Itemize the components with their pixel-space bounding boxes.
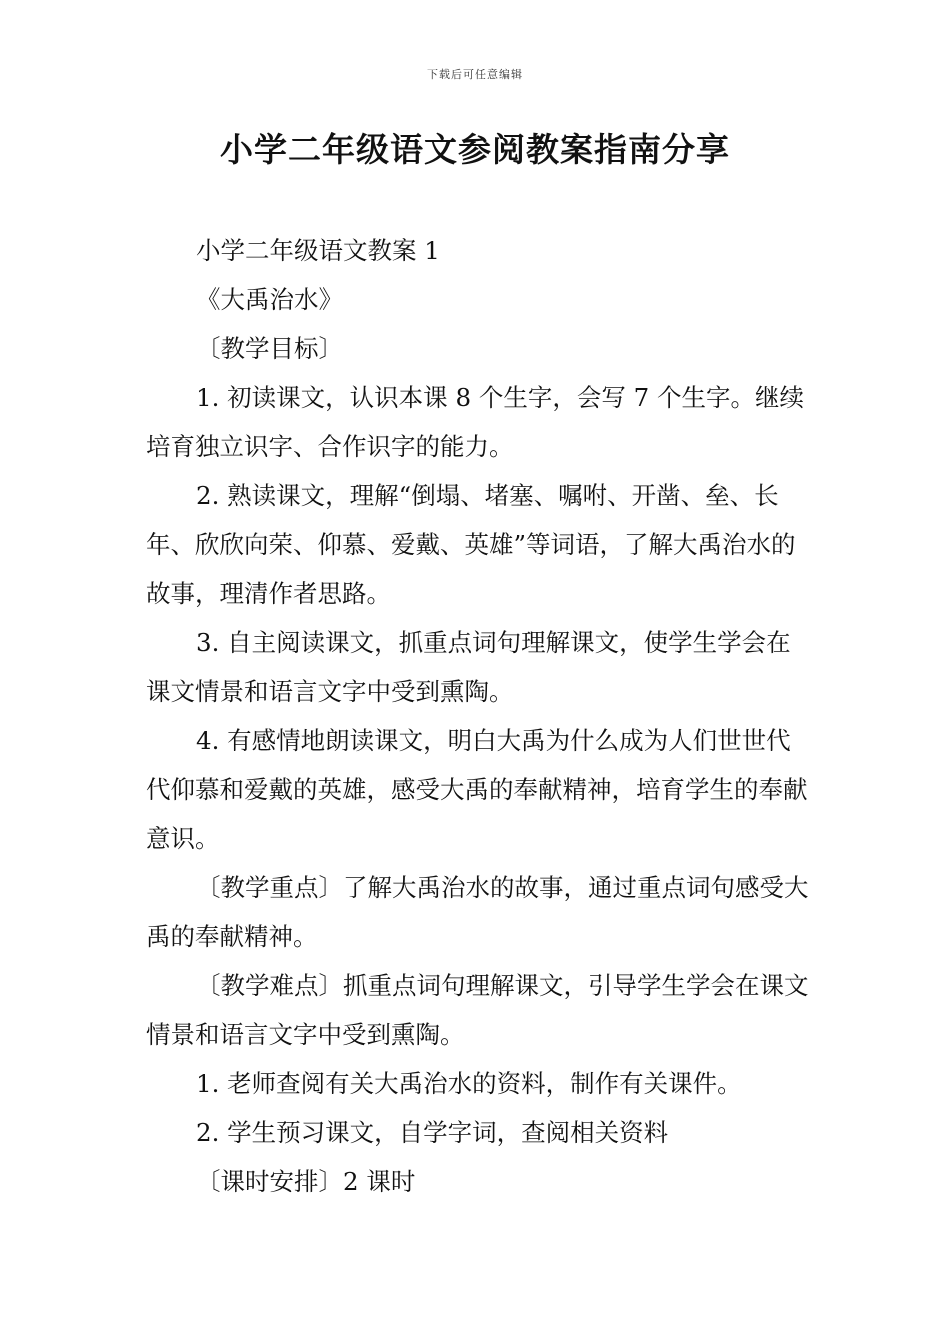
document-title: 小学二年级语文参阅教案指南分享: [220, 130, 730, 169]
paragraph-prep-1: 1. 老师查阅有关大禹治水的资料，制作有关课件。: [196, 1069, 742, 1098]
paragraph-objective-3: 3. 自主阅读课文，抓重点词句理解课文，使学生学会在课文情景和语言文字中受到熏陶。: [146, 628, 791, 706]
paragraph-objective-1: 1. 初读课文，认识本课 8 个生字，会写 7 个生字。继续培育独立识字、合作识字的能力。: [146, 383, 804, 461]
paragraph-key-points: 〔教学重点〕了解大禹治水的故事，通过重点词句感受大禹的奉献精神。: [146, 873, 809, 951]
paragraph-objective-4: 4. 有感情地朗读课文，明白大禹为什么成为人们世世代代仰慕和爱戴的英雄，感受大禹的奉献精神，培育学生的奉献意识。: [146, 726, 808, 853]
paragraph-prep-2: 2. 学生预习课文，自学字词，查阅相关资料: [196, 1118, 669, 1147]
paragraph-objectives-heading: 〔教学目标〕: [196, 334, 343, 363]
paragraph-lesson-title: 《大禹治水》: [196, 285, 343, 314]
paragraph-difficulties: 〔教学难点〕抓重点词句理解课文，引导学生学会在课文情景和语言文字中受到熏陶。: [146, 971, 809, 1049]
document-body: [146, 226, 812, 1206]
header-note: 下载后可任意编辑: [427, 68, 523, 81]
paragraph-lesson-heading: 小学二年级语文教案 1: [196, 236, 440, 265]
paragraph-schedule: 〔课时安排〕2 课时: [196, 1167, 416, 1196]
paragraph-objective-2: 2. 熟读课文，理解“倒塌、堵塞、嘱咐、开凿、垒、长年、欣欣向荣、仰慕、爱戴、英雄”等词语，了解大禹治水的故事，理清作者思路。: [146, 481, 796, 608]
